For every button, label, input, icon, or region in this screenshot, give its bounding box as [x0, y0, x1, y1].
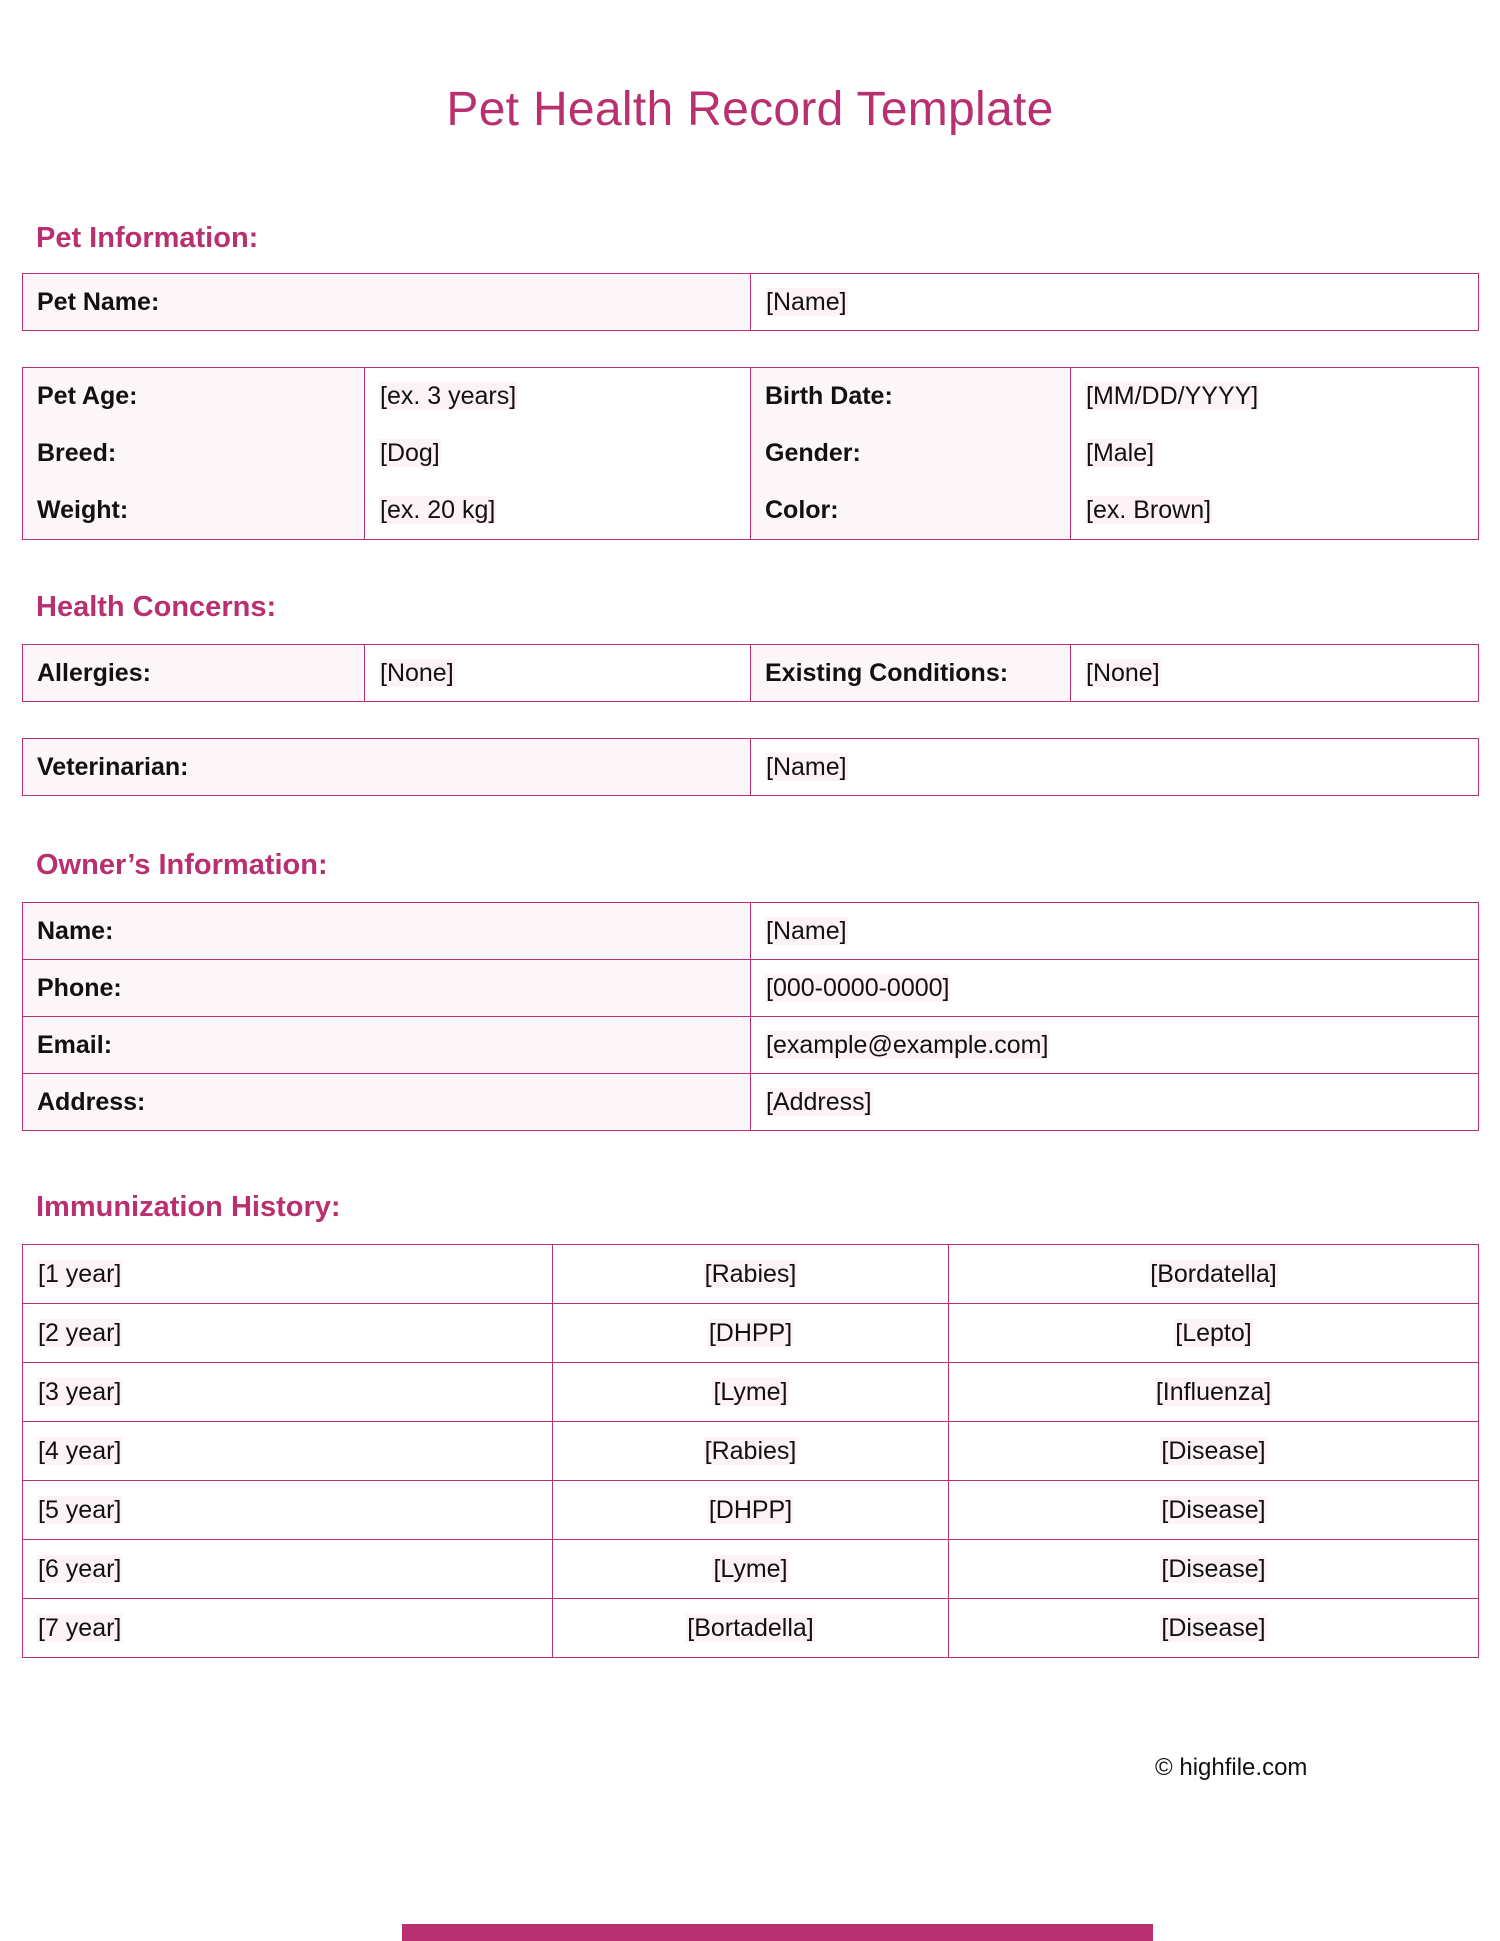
color-value: [ex. Brown] — [1086, 496, 1212, 524]
table-row — [23, 1017, 1479, 1074]
weight-field[interactable] — [365, 482, 751, 540]
color-label: Color: — [751, 482, 1071, 540]
health-concerns-table — [22, 644, 1479, 702]
weight-value: [ex. 20 kg] — [380, 496, 496, 524]
immunization-vaccine-cell[interactable] — [553, 1304, 949, 1363]
veterinarian-table — [22, 738, 1479, 796]
immunization-vaccine-cell[interactable] — [553, 1245, 949, 1304]
owner-address-value: [Address] — [766, 1087, 872, 1116]
table-row — [23, 645, 1479, 702]
immunization-year-cell[interactable] — [23, 1422, 553, 1481]
breed-field[interactable] — [365, 425, 751, 482]
table-row — [23, 1599, 1479, 1658]
immunization-vaccine-2: [Disease] — [1161, 1436, 1266, 1465]
owner-address-label: Address: — [23, 1074, 751, 1131]
immunization-vaccine-cell[interactable] — [949, 1540, 1479, 1599]
birth-date-value: [MM/DD/YYYY] — [1086, 382, 1259, 410]
immunization-year: [4 year] — [38, 1436, 122, 1465]
gender-field[interactable] — [1071, 425, 1479, 482]
veterinarian-field[interactable] — [751, 739, 1479, 796]
immunization-year: [6 year] — [38, 1554, 122, 1583]
table-row — [23, 739, 1479, 796]
immunization-vaccine-cell[interactable] — [553, 1363, 949, 1422]
immunization-vaccine-1: [Bortadella] — [687, 1613, 814, 1642]
immunization-year: [7 year] — [38, 1613, 122, 1642]
pet-age-value: [ex. 3 years] — [380, 382, 517, 410]
immunization-year: [1 year] — [38, 1259, 122, 1288]
immunization-vaccine-cell[interactable] — [553, 1540, 949, 1599]
immunization-vaccine-1: [DHPP] — [708, 1495, 793, 1524]
owner-name-label: Name: — [23, 903, 751, 960]
pet-age-label: Pet Age: — [23, 368, 365, 426]
immunization-vaccine-1: [DHPP] — [708, 1318, 793, 1347]
immunization-table — [22, 1244, 1479, 1658]
existing-conditions-value: [None] — [1086, 658, 1160, 687]
footer-accent-bar — [402, 1924, 1153, 1941]
pet-name-field[interactable] — [751, 274, 1479, 331]
owner-email-field[interactable] — [751, 1017, 1479, 1074]
immunization-year-cell[interactable] — [23, 1363, 553, 1422]
page-title: Pet Health Record Template — [446, 83, 1054, 136]
owner-phone-value: [000-0000-0000] — [766, 973, 950, 1002]
immunization-vaccine-cell[interactable] — [949, 1245, 1479, 1304]
pet-details-table — [22, 367, 1479, 540]
table-row — [23, 1422, 1479, 1481]
owner-information-table — [22, 902, 1479, 1131]
color-field[interactable] — [1071, 482, 1479, 540]
pet-name-value: [Name] — [766, 287, 847, 316]
existing-conditions-field[interactable] — [1071, 645, 1479, 702]
owner-information-heading: Owner’s Information: — [36, 849, 328, 881]
table-row — [23, 274, 1479, 331]
immunization-vaccine-cell[interactable] — [553, 1599, 949, 1658]
existing-conditions-label: Existing Conditions: — [751, 645, 1071, 702]
weight-label: Weight: — [23, 482, 365, 540]
veterinarian-value: [Name] — [766, 752, 847, 781]
immunization-vaccine-cell[interactable] — [949, 1599, 1479, 1658]
immunization-vaccine-1: [Rabies] — [704, 1259, 797, 1288]
owner-address-field[interactable] — [751, 1074, 1479, 1131]
pet-information-heading: Pet Information: — [36, 222, 259, 254]
immunization-year-cell[interactable] — [23, 1481, 553, 1540]
birth-date-field[interactable] — [1071, 368, 1479, 426]
table-row — [23, 903, 1479, 960]
table-row — [23, 1304, 1479, 1363]
immunization-vaccine-2: [Disease] — [1161, 1554, 1266, 1583]
table-row — [23, 368, 1479, 426]
health-concerns-heading: Health Concerns: — [36, 591, 277, 623]
immunization-vaccine-cell[interactable] — [949, 1481, 1479, 1540]
owner-name-value: [Name] — [766, 916, 847, 945]
owner-name-field[interactable] — [751, 903, 1479, 960]
veterinarian-label: Veterinarian: — [23, 739, 751, 796]
immunization-vaccine-1: [Lyme] — [713, 1554, 788, 1583]
owner-email-label: Email: — [23, 1017, 751, 1074]
immunization-year-cell[interactable] — [23, 1540, 553, 1599]
immunization-vaccine-cell[interactable] — [949, 1304, 1479, 1363]
pet-age-field[interactable] — [365, 368, 751, 426]
birth-date-label: Birth Date: — [751, 368, 1071, 426]
owner-email-value: [example@example.com] — [766, 1030, 1049, 1059]
table-row — [23, 1363, 1479, 1422]
immunization-year-cell[interactable] — [23, 1599, 553, 1658]
table-row — [23, 482, 1479, 540]
table-row — [23, 1245, 1479, 1304]
pet-name-table — [22, 273, 1479, 331]
immunization-vaccine-1: [Lyme] — [713, 1377, 788, 1406]
immunization-year-cell[interactable] — [23, 1245, 553, 1304]
immunization-vaccine-cell[interactable] — [949, 1422, 1479, 1481]
immunization-vaccine-2: [Disease] — [1161, 1495, 1266, 1524]
immunization-history-heading: Immunization History: — [36, 1191, 341, 1223]
immunization-year-cell[interactable] — [23, 1304, 553, 1363]
immunization-year: [3 year] — [38, 1377, 122, 1406]
immunization-vaccine-2: [Disease] — [1161, 1613, 1266, 1642]
immunization-year: [2 year] — [38, 1318, 122, 1347]
immunization-vaccine-2: [Bordatella] — [1150, 1259, 1277, 1288]
table-row — [23, 960, 1479, 1017]
immunization-vaccine-2: [Lepto] — [1175, 1318, 1252, 1347]
table-row — [23, 425, 1479, 482]
owner-phone-field[interactable] — [751, 960, 1479, 1017]
immunization-vaccine-cell[interactable] — [553, 1481, 949, 1540]
table-row — [23, 1481, 1479, 1540]
table-row — [23, 1074, 1479, 1131]
allergies-value: [None] — [380, 658, 454, 687]
allergies-field[interactable] — [365, 645, 751, 702]
gender-value: [Male] — [1086, 439, 1155, 467]
immunization-vaccine-2: [Influenza] — [1155, 1377, 1272, 1406]
immunization-vaccine-cell[interactable] — [949, 1363, 1479, 1422]
gender-label: Gender: — [751, 425, 1071, 482]
copyright-text: © highfile.com — [1155, 1754, 1308, 1781]
owner-phone-label: Phone: — [23, 960, 751, 1017]
allergies-label: Allergies: — [23, 645, 365, 702]
pet-name-label: Pet Name: — [23, 274, 751, 331]
immunization-vaccine-1: [Rabies] — [704, 1436, 797, 1465]
table-row — [23, 1540, 1479, 1599]
breed-value: [Dog] — [380, 439, 440, 467]
immunization-vaccine-cell[interactable] — [553, 1422, 949, 1481]
breed-label: Breed: — [23, 425, 365, 482]
immunization-year: [5 year] — [38, 1495, 122, 1524]
